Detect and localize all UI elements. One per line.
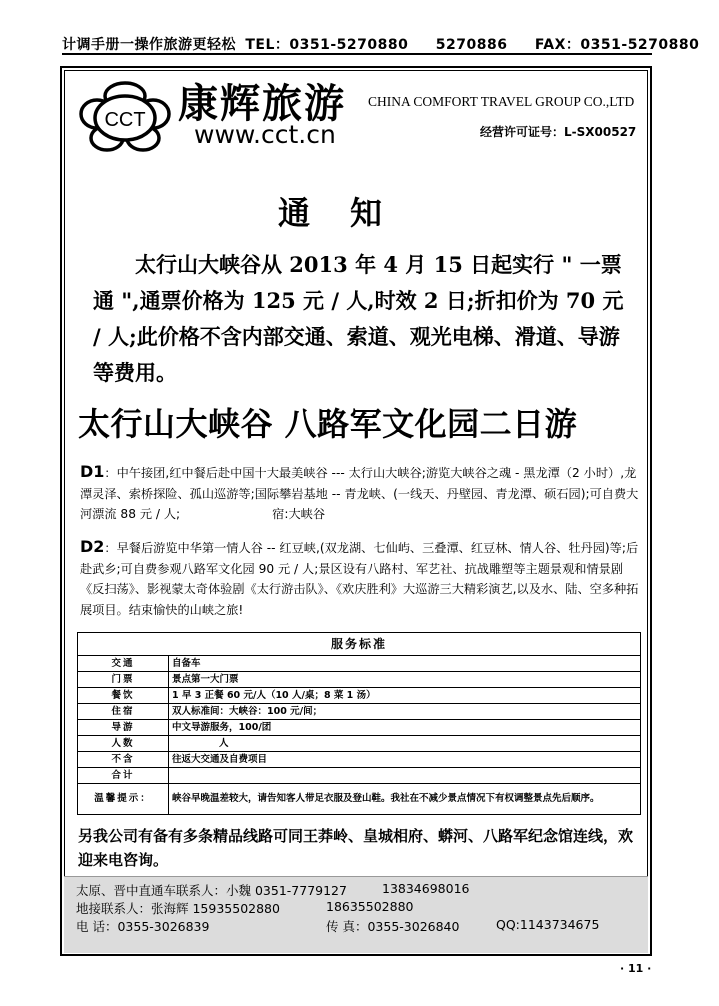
contact-line1: 太原、晋中直通车联系人：小魏 0351-7779127: [76, 883, 347, 898]
day1-text: ：中午接团,红中餐后赴中国十大最美峡谷 --- 太行山大峡谷;游览大峡谷之魂 - 黑龙潭（2 小时）,龙潭灵泽、索桥探险、孤山巡游等;国际攀岩基地 -- 青龙峡、(一线天、丹壁园、青龙潭、硕石园);可自费大河漂流 88 元 / 人;: [80, 466, 639, 521]
page-number: · 11 ·: [620, 962, 652, 975]
row-label: 人数: [78, 736, 169, 752]
contact-qq: QQ:1143734675: [496, 917, 600, 932]
table-row: [78, 672, 641, 688]
notice-body: [93, 247, 630, 391]
tip-label: 温馨提示：: [78, 784, 169, 815]
page-header: [62, 34, 699, 54]
company-url[interactable]: www.cct.cn: [194, 120, 336, 149]
row-value: 人: [169, 736, 641, 752]
header-rule: [62, 53, 652, 55]
company-name-en: CHINA COMFORT TRAVEL GROUP CO.,LTD: [368, 94, 635, 109]
row-value: 往返大交通及自费项目: [169, 752, 641, 768]
contact-panel: [64, 876, 648, 953]
day1-stay: 宿:大峡谷: [272, 507, 326, 521]
cct-logo-icon: [79, 80, 171, 154]
header-tel2: 5270886: [435, 37, 508, 53]
license-number: 经营许可证号：L-SX00527: [480, 125, 637, 139]
table-row: [78, 704, 641, 720]
table-row: [78, 752, 641, 768]
header-tel: TEL：0351-5270880: [245, 37, 409, 53]
service-title: 服务标准: [78, 633, 641, 656]
row-label: 不含: [78, 752, 169, 768]
tour-title: 太行山大峡谷 八路军文化园二日游: [78, 405, 578, 443]
contact-line1-mobile: 13834698016: [382, 881, 470, 896]
table-row: [78, 720, 641, 736]
logo-text: CCT: [104, 109, 146, 131]
table-row: [78, 736, 641, 752]
row-value: 1 早 3 正餐 60 元/人（10 人/桌；8 菜 1 汤）: [169, 688, 641, 704]
table-row: [78, 688, 641, 704]
service-table: [77, 632, 641, 815]
row-value: 双人标准间：大峡谷：100 元/间；: [169, 704, 641, 720]
row-value: 中文导游服务，100/团: [169, 720, 641, 736]
table-row: [78, 784, 641, 815]
day2-tag: D2: [80, 537, 105, 556]
contact-fax: 传 真：0355-3026840: [326, 919, 460, 934]
more-routes-text: 另我公司有备有多条精品线路可同王莽岭、皇城相府、蟒河、八路军纪念馆连线，欢迎来电咨询。: [78, 827, 634, 869]
row-label: 合计: [78, 768, 169, 784]
contact-line2-mobile: 18635502880: [326, 899, 414, 914]
table-row: [78, 656, 641, 672]
row-value: 自备车: [169, 656, 641, 672]
notice-title: 通知: [278, 194, 423, 232]
company-name-cn: 康辉旅游: [178, 80, 346, 127]
row-label: 交通: [78, 656, 169, 672]
contact-phone: 电 话：0355-3026839: [76, 919, 210, 934]
row-label: 门票: [78, 672, 169, 688]
row-label: 导游: [78, 720, 169, 736]
day1-tag: D1: [80, 462, 105, 481]
itinerary-day2: [80, 537, 640, 620]
contact-line2: 地接联系人：张海辉 15935502880: [76, 901, 280, 916]
row-value: 景点第一大门票: [169, 672, 641, 688]
tip-value: 峡谷早晚温差较大，请告知客人带足衣服及登山鞋。我社在不减少景点情况下有权调整景点先后顺序。: [169, 784, 641, 815]
notice-text: 太行山大峡谷从 2013 年 4 月 15 日起实行 " 一票通 ",通票价格为 125 元 / 人,时效 2 日;折扣价为 70 元 / 人;此价格不含内部交通、索道、观光电梯、滑道、导游等费用。: [93, 252, 624, 385]
row-label: 餐饮: [78, 688, 169, 704]
itinerary-day1: [80, 462, 640, 525]
header-fax: FAX：0351-5270880: [534, 37, 700, 53]
table-row: [78, 768, 641, 784]
row-value: [169, 768, 641, 784]
header-slogan: 计调手册一操作旅游更轻松: [62, 37, 236, 53]
row-label: 住宿: [78, 704, 169, 720]
day2-text: ：早餐后游览中华第一情人谷 -- 红豆峡,(双龙湖、七仙屿、三叠潭、红豆林、情人谷、牡丹园)等;后赴武乡;可自费参观八路军文化园 90 元 / 人;景区设有八路村、军艺社、抗战雕塑等主题景观和情景剧《反扫荡》、影视蒙太奇体验剧《太行游击队》、《欢庆胜利》大巡游三大精彩演艺,以及水、陆、空多种拓展项目。结束愉快的山峡之旅!: [80, 541, 639, 617]
